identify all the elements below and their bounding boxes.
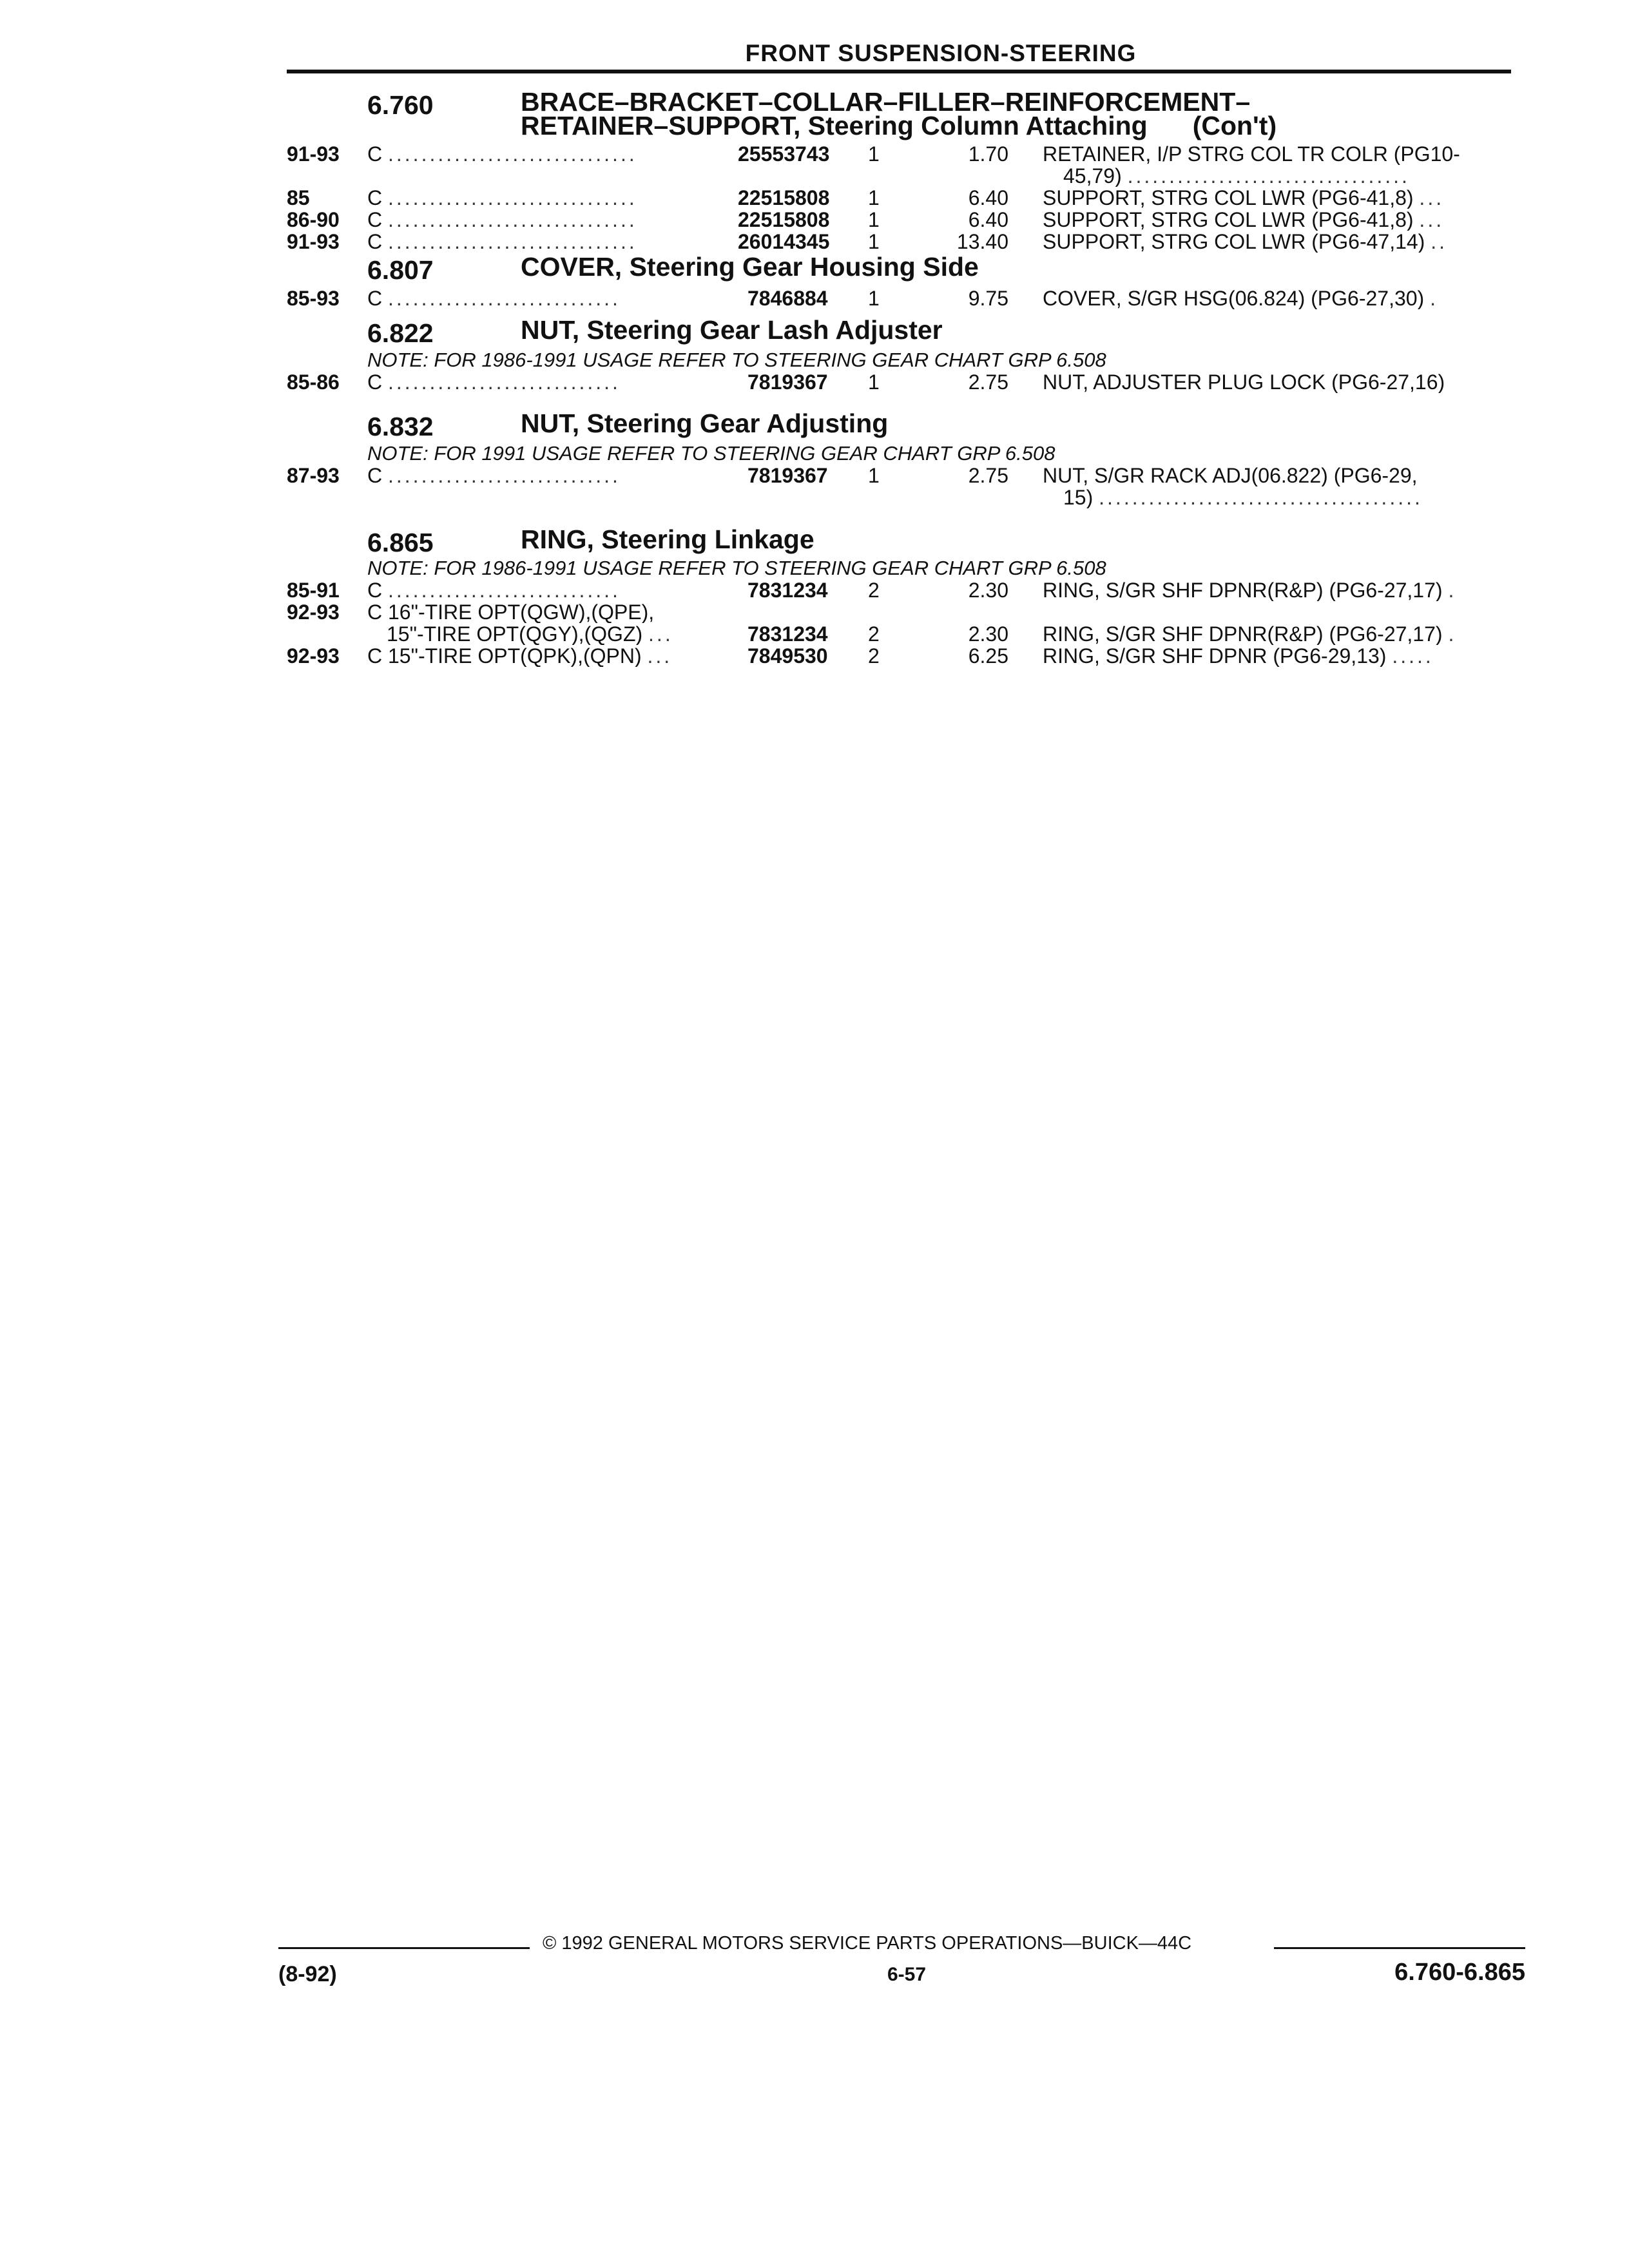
section-title: NUT, Steering Gear Adjusting [521, 408, 889, 438]
part-row-continuation [287, 623, 1511, 645]
usage-desc: C .............................. [367, 231, 637, 253]
section-number: 6.760 [367, 90, 434, 120]
part-description: SUPPORT, STRG COL LWR (PG6-41,8) ... [1043, 209, 1445, 231]
price: 6.40 [968, 208, 1008, 231]
part-number: 7849530 [747, 644, 828, 668]
part-description: COVER, S/GR HSG(06.824) (PG6-27,30) . [1043, 287, 1438, 309]
page-footer [278, 1933, 1525, 1991]
quantity: 1 [868, 464, 880, 487]
price: 1.70 [968, 142, 1008, 166]
part-description: RING, S/GR SHF DPNR(R&P) (PG6-27,17) . [1043, 623, 1457, 645]
part-row [287, 601, 1511, 623]
part-row [287, 143, 1511, 165]
quantity: 1 [868, 208, 880, 231]
footer-rule-left [278, 1947, 530, 1949]
part-row [287, 645, 1511, 667]
part-number: 22515808 [738, 208, 830, 231]
section-title-line2: RETAINER–SUPPORT, Steering Column Attaching [521, 111, 1148, 140]
section-heading [287, 87, 1511, 142]
model-years: 92-93 [287, 644, 340, 668]
usage-desc: C 15"-TIRE OPT(QPK),(QPN) ... [367, 645, 673, 667]
price: 2.30 [968, 622, 1008, 646]
model-years: 85-91 [287, 579, 340, 602]
price: 2.75 [968, 464, 1008, 487]
section-title-line1: BRACE–BRACKET–COLLAR–FILLER–REINFORCEMENT– [521, 87, 1251, 117]
usage-desc: C .............................. [367, 209, 637, 231]
part-description-cont: 15) ....................................... [1063, 486, 1423, 508]
model-years: 91-93 [287, 142, 340, 166]
part-description: SUPPORT, STRG COL LWR (PG6-41,8) ... [1043, 187, 1445, 209]
part-number: 25553743 [738, 142, 830, 166]
footer-rule-right [1274, 1947, 1525, 1949]
section-6-760 [287, 87, 1511, 255]
part-row [287, 579, 1511, 601]
usage-desc: C 16"-TIRE OPT(QGW),(QPE), [367, 601, 655, 623]
quantity: 2 [868, 622, 880, 646]
part-description: RING, S/GR SHF DPNR(R&P) (PG6-27,17) . [1043, 579, 1457, 601]
section-6-822 [287, 315, 1511, 412]
price: 6.25 [968, 644, 1008, 668]
quantity: 1 [868, 230, 880, 253]
part-row [287, 187, 1511, 209]
part-description: NUT, ADJUSTER PLUG LOCK (PG6-27,16) [1043, 371, 1445, 393]
part-row-continuation [287, 165, 1511, 187]
usage-desc: C .............................. [367, 187, 637, 209]
part-row [287, 371, 1511, 393]
part-description: SUPPORT, STRG COL LWR (PG6-47,14) .. [1043, 231, 1447, 253]
part-description: RING, S/GR SHF DPNR (PG6-29,13) ..... [1043, 645, 1434, 667]
parts-listing [287, 87, 1511, 668]
part-number: 26014345 [738, 230, 830, 253]
section-title [521, 87, 1277, 140]
price: 6.40 [968, 186, 1008, 209]
model-years: 86-90 [287, 208, 340, 231]
usage-desc: C ............................ [367, 287, 621, 309]
page-title: FRONT SUSPENSION-STEERING [745, 40, 1137, 66]
section-number: 6.832 [367, 412, 434, 441]
model-years: 92-93 [287, 601, 340, 624]
section-heading [287, 315, 1511, 349]
continued-label: (Con't) [1192, 111, 1277, 140]
quantity: 1 [868, 287, 880, 310]
section-title: RING, Steering Linkage [521, 524, 815, 554]
header-rule [287, 70, 1511, 73]
model-years: 85 [287, 186, 310, 209]
price: 2.30 [968, 579, 1008, 602]
model-years: 85-86 [287, 370, 340, 394]
section-number: 6.822 [367, 318, 434, 348]
part-number: 7819367 [747, 370, 828, 394]
part-description-cont: 45,79) .................................. [1063, 165, 1410, 187]
model-years: 85-93 [287, 287, 340, 310]
price: 2.75 [968, 370, 1008, 394]
part-number: 7831234 [747, 622, 828, 646]
model-years: 87-93 [287, 464, 340, 487]
page-number: 6-57 [887, 1964, 927, 1985]
quantity: 2 [868, 579, 880, 602]
copyright-notice: © 1992 GENERAL MOTORS SERVICE PARTS OPERATIONS—BUICK—44C [543, 1933, 1192, 1954]
usage-desc-cont: 15"-TIRE OPT(QGY),(QGZ) ... [387, 623, 673, 645]
revision-date: (8-92) [278, 1962, 337, 1986]
part-description: NUT, S/GR RACK ADJ(06.822) (PG6-29, [1043, 465, 1418, 486]
section-title: NUT, Steering Gear Lash Adjuster [521, 315, 943, 345]
section-heading [287, 524, 1511, 557]
part-description: RETAINER, I/P STRG COL TR COLR (PG10- [1043, 143, 1460, 165]
quantity: 1 [868, 142, 880, 166]
quantity: 2 [868, 644, 880, 668]
section-6-807 [287, 252, 1511, 318]
section-title: COVER, Steering Gear Housing Side [521, 252, 979, 282]
part-number: 7819367 [747, 464, 828, 487]
usage-desc: C ............................ [367, 371, 621, 393]
part-row [287, 209, 1511, 231]
section-number: 6.807 [367, 255, 434, 285]
section-heading [287, 408, 1511, 443]
section-6-832 [287, 408, 1511, 528]
part-row-continuation [287, 486, 1511, 508]
price: 13.40 [956, 230, 1008, 253]
usage-note: NOTE: FOR 1986-1991 USAGE REFER TO STEERING GEAR CHART GRP 6.508 [367, 557, 1106, 579]
part-number: 7831234 [747, 579, 828, 602]
price: 9.75 [968, 287, 1008, 310]
part-row [287, 465, 1511, 486]
section-heading [287, 252, 1511, 287]
part-number: 7846884 [747, 287, 828, 310]
quantity: 1 [868, 186, 880, 209]
usage-note: NOTE: FOR 1986-1991 USAGE REFER TO STEERING GEAR CHART GRP 6.508 [367, 349, 1106, 371]
section-number: 6.865 [367, 528, 434, 557]
group-range: 6.760-6.865 [1394, 1959, 1525, 1986]
part-row [287, 287, 1511, 309]
usage-desc: C ............................ [367, 465, 621, 486]
quantity: 1 [868, 370, 880, 394]
usage-note: NOTE: FOR 1991 USAGE REFER TO STEERING GEAR CHART GRP 6.508 [367, 442, 1055, 465]
model-years: 91-93 [287, 230, 340, 253]
page-header [287, 40, 1511, 73]
usage-desc: C .............................. [367, 143, 637, 165]
section-6-865 [287, 524, 1511, 668]
usage-desc: C ............................ [367, 579, 621, 601]
part-row [287, 231, 1511, 253]
part-number: 22515808 [738, 186, 830, 209]
